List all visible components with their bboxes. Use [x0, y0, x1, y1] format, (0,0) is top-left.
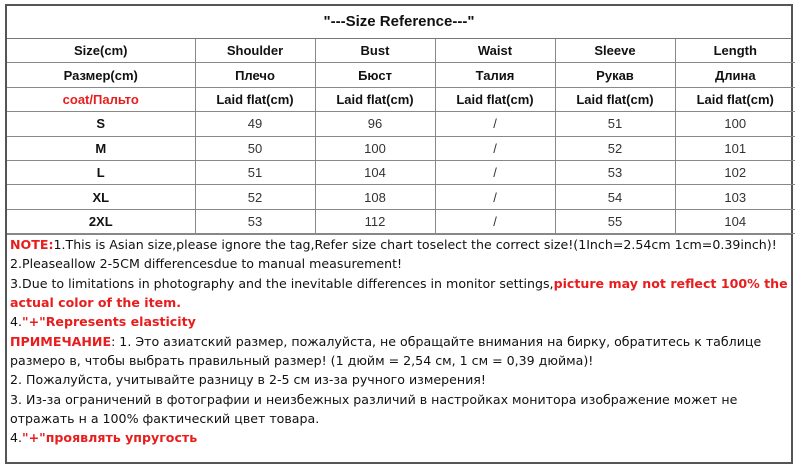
table-cell: 104: [315, 160, 435, 184]
header-cell: Size(cm): [7, 39, 195, 63]
table-cell: 51: [195, 160, 315, 184]
header-cell: Длина: [675, 63, 795, 87]
size-label: L: [7, 160, 195, 184]
note-ru-line-4: [10, 428, 788, 447]
measure-method-cell: Laid flat(cm): [435, 87, 555, 111]
measure-method-row: [7, 87, 795, 111]
table-cell: 100: [675, 112, 795, 136]
note-text: 2.Pleaseallow 2-5CM differencesdue to manual measurement!: [10, 256, 403, 272]
garment-type-label: coat/Пальто: [7, 87, 195, 111]
table-row: [7, 112, 795, 136]
header-cell: Bust: [315, 39, 435, 63]
note-highlight: "+"проявлять упругость: [22, 430, 198, 446]
size-label: 2XL: [7, 209, 195, 233]
note-line-3: [10, 274, 788, 313]
table-cell: /: [435, 136, 555, 160]
size-reference-sheet: [5, 4, 793, 464]
table-header-row-en: [7, 39, 795, 63]
table-cell: 96: [315, 112, 435, 136]
note-label: ПРИМЕЧАНИЕ: [10, 333, 112, 349]
table-cell: 112: [315, 209, 435, 233]
table-row: [7, 160, 795, 184]
note-text: 4.: [10, 430, 23, 446]
notes-block: [7, 234, 791, 447]
table-cell: 108: [315, 185, 435, 209]
table-cell: /: [435, 160, 555, 184]
note-ru-line-3: [10, 390, 788, 429]
header-cell: Талия: [435, 63, 555, 87]
note-text: : 1. Это азиатский размер, пожалуйста, не обращайте внимания на бирку, обратитесь к таблице размеро в, чтобы выбрать правильный размер! (1 дюйм = 2,54 см, 1 см = 0,39 дюйма)!: [10, 333, 762, 368]
table-cell: 50: [195, 136, 315, 160]
note-ru-line-2: [10, 370, 788, 389]
note-highlight: "+"Represents elasticity: [22, 314, 196, 330]
measure-method-cell: Laid flat(cm): [555, 87, 675, 111]
note-text: 3.Due to limitations in photography and the inevitable differences in monitor settings,: [10, 275, 554, 291]
table-cell: /: [435, 185, 555, 209]
table-cell: 53: [195, 209, 315, 233]
note-line-4: [10, 312, 788, 331]
note-highlight: picture may not reflect 100% the actual color of the item.: [10, 275, 788, 311]
header-cell: Shoulder: [195, 39, 315, 63]
table-cell: 53: [555, 160, 675, 184]
header-cell: Размер(cm): [7, 63, 195, 87]
table-cell: 101: [675, 136, 795, 160]
size-table: [7, 39, 795, 234]
note-text: 2. Пожалуйста, учитывайте разницу в 2-5 см из-за ручного измерения!: [10, 372, 486, 388]
table-cell: 49: [195, 112, 315, 136]
table-cell: 52: [195, 185, 315, 209]
measure-method-cell: Laid flat(cm): [315, 87, 435, 111]
table-cell: 104: [675, 209, 795, 233]
size-label: XL: [7, 185, 195, 209]
measure-method-cell: Laid flat(cm): [675, 87, 795, 111]
note-label: NOTE:: [10, 237, 54, 253]
note-text: 1.This is Asian size,please ignore the tag,Refer size chart toselect the correct size!(1Inch=2.54cm 1cm=0.39inch)!: [53, 237, 777, 253]
page-title: "---Size Reference---": [7, 6, 791, 39]
header-cell: Рукав: [555, 63, 675, 87]
note-ru-line-1: [10, 332, 788, 371]
table-cell: 52: [555, 136, 675, 160]
measure-method-cell: Laid flat(cm): [195, 87, 315, 111]
header-cell: Плечо: [195, 63, 315, 87]
note-text: 3. Из-за ограничений в фотографии и неизбежных различий в настройках монитора изображение может не отражать н а 100% фактический цвет товара.: [10, 391, 738, 426]
size-label: M: [7, 136, 195, 160]
table-header-row-ru: [7, 63, 795, 87]
table-cell: 55: [555, 209, 675, 233]
header-cell: Length: [675, 39, 795, 63]
table-cell: 102: [675, 160, 795, 184]
table-row: [7, 185, 795, 209]
header-cell: Бюст: [315, 63, 435, 87]
header-cell: Waist: [435, 39, 555, 63]
note-line-1: [10, 235, 788, 254]
table-cell: 103: [675, 185, 795, 209]
table-cell: 51: [555, 112, 675, 136]
note-line-2: [10, 254, 788, 273]
table-cell: 54: [555, 185, 675, 209]
note-text: 4.: [10, 314, 23, 330]
table-cell: /: [435, 209, 555, 233]
table-cell: /: [435, 112, 555, 136]
table-cell: 100: [315, 136, 435, 160]
table-row: [7, 209, 795, 233]
table-row: [7, 136, 795, 160]
size-label: S: [7, 112, 195, 136]
header-cell: Sleeve: [555, 39, 675, 63]
